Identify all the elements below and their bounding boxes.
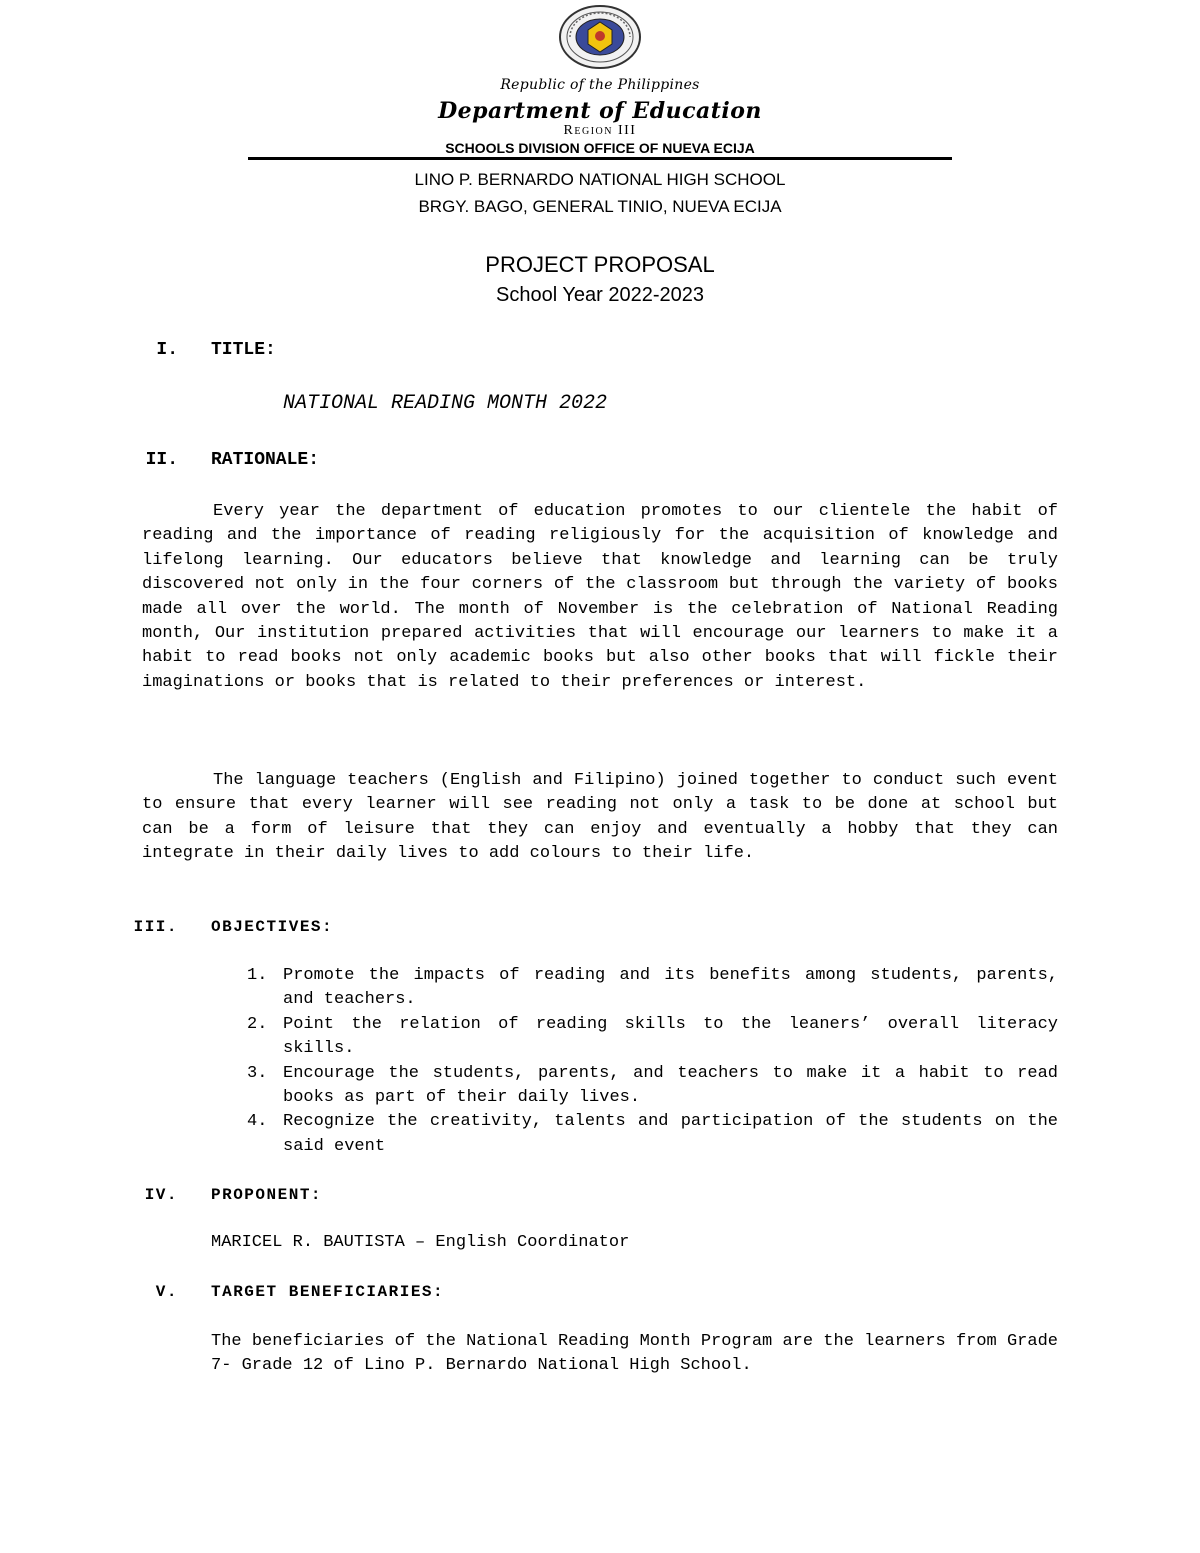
project-title: NATIONAL READING MONTH 2022 — [283, 392, 608, 415]
list-item-text: Recognize the creativity, talents and participation of the students on the said event — [283, 1112, 1058, 1156]
section-number-beneficiaries: V. — [155, 1283, 178, 1301]
list-item-number: 4. — [247, 1112, 268, 1132]
school-name: LINO P. BERNARDO NATIONAL HIGH SCHOOL — [414, 170, 786, 189]
department-heading: Department of Education — [438, 98, 762, 124]
section-heading-rationale: RATIONALE: — [211, 450, 320, 470]
section-heading-beneficiaries: TARGET BENEFICIARIES: — [211, 1283, 445, 1301]
school-address: BRGY. BAGO, GENERAL TINIO, NUEVA ECIJA — [418, 197, 782, 216]
beneficiaries-paragraph: The beneficiaries of the National Reading Month Program are the learners from Grade 7- Grade 12 of Lino P. Bernardo National High School. — [211, 1332, 1058, 1376]
document-title: PROJECT PROPOSAL — [485, 252, 715, 277]
section-number-rationale: II. — [145, 450, 178, 470]
section-heading-proponent: PROPONENT: — [211, 1186, 323, 1204]
list-item-number: 3. — [247, 1063, 268, 1083]
rationale-paragraph: The language teachers (English and Filipino) joined together to conduct such event to ensure that every learner will see reading not only a task to be done at school but can be a form of leisure that they can enjoy and eventually a hobby that they can integrate in their daily lives to add colours to their life. — [142, 771, 1058, 864]
list-item — [247, 964, 1058, 1013]
section-heading-title: TITLE: — [211, 340, 276, 360]
proponent-name: MARICEL R. BAUTISTA – English Coordinator — [211, 1233, 630, 1252]
section-number-proponent: IV. — [144, 1186, 178, 1204]
division-heading: SCHOOLS DIVISION OFFICE OF NUEVA ECIJA — [445, 140, 755, 156]
list-item-text: Promote the impacts of reading and its benefits among students, parents, and teachers. — [283, 966, 1058, 1010]
republic-heading: Republic of the Philippines — [500, 77, 700, 93]
section-heading-objectives: OBJECTIVES: — [211, 918, 334, 936]
deped-seal-icon — [558, 4, 642, 70]
letterhead-divider — [248, 157, 952, 160]
objectives-list — [247, 964, 1058, 1159]
rationale-paragraph: Every year the department of education promotes to our clientele the habit of reading and the importance of reading religiously for the acquisition of knowledge and lifelong learning. Our educators believe that knowledge and learning can be truly discovered not only in the four corners of the classroom but through the variety of books made all over the world. The month of November is the celebration of National Reading month, Our institution prepared activities that will encourage our learners to make it a habit to read books not only academic books but also other books that will fickle their imaginations or books that is related to their preferences or interest. — [142, 502, 1058, 692]
list-item — [247, 1062, 1058, 1111]
school-year: School Year 2022-2023 — [496, 284, 704, 306]
list-item-text: Point the relation of reading skills to the leaners’ overall literacy skills. — [283, 1014, 1058, 1059]
section-number-objectives: III. — [133, 918, 178, 936]
list-item-number: 2. — [247, 1014, 268, 1034]
list-item — [247, 1110, 1058, 1159]
region-heading: Region III — [563, 123, 637, 138]
section-number-title: I. — [156, 340, 178, 360]
list-item-number: 1. — [247, 966, 268, 985]
list-item — [247, 1013, 1058, 1062]
list-item-text: Encourage the students, parents, and teachers to make it a habit to read books as part of their daily lives. — [283, 1063, 1058, 1108]
